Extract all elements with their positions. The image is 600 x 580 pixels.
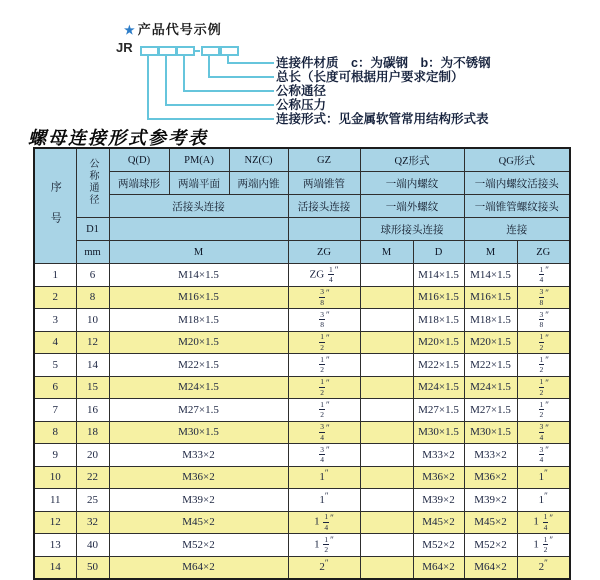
cell-m: M36×2 [109, 466, 288, 489]
header-nz-desc: 两端内锥 [229, 172, 288, 195]
cell-m: M52×2 [109, 534, 288, 557]
cell-qg-zg: $\frac{3}{8}$ ″ [517, 309, 570, 332]
cell-qg-m: M36×2 [464, 466, 517, 489]
cell-qg-zg: 2″ [517, 556, 570, 579]
header-gz: GZ [288, 148, 360, 172]
cell-qg-m: M24×1.5 [464, 376, 517, 399]
cell-qz-m [360, 264, 413, 287]
cell-qg-zg: $\frac{3}{4}$ ″ [517, 421, 570, 444]
cell-gz: ZG $\frac{1}{4}$ ″ [288, 264, 360, 287]
cell-gz: 2″ [288, 556, 360, 579]
cell-qz-d: M18×1.5 [413, 309, 464, 332]
cell-gz: $\frac{1}{2}$ ″ [288, 331, 360, 354]
cell-gz: $\frac{1}{2}$ ″ [288, 354, 360, 377]
header-qg-m: M [464, 241, 517, 264]
cell-dn: 40 [76, 534, 109, 557]
cell-dn: 25 [76, 489, 109, 512]
cell-qg-zg: $\frac{1}{2}$ ″ [517, 399, 570, 422]
connector-line [183, 54, 185, 92]
cell-m: M45×2 [109, 511, 288, 534]
table-row [34, 511, 570, 534]
code-label-diameter: 公称通径 [276, 84, 327, 98]
diagram-title [124, 19, 222, 38]
header-qg-conn: 连接 [464, 218, 570, 241]
cell-seq: 13 [34, 534, 76, 557]
cell-qg-m: M33×2 [464, 444, 517, 467]
nut-connection-table [33, 147, 571, 580]
header-qd: Q(D) [109, 148, 169, 172]
table-row [34, 309, 570, 332]
table-row [34, 331, 570, 354]
cell-m: M27×1.5 [109, 399, 288, 422]
cell-qz-d: M64×2 [413, 556, 464, 579]
cell-qg-zg: $\frac{1}{2}$ ″ [517, 331, 570, 354]
table-row [34, 489, 570, 512]
header-seq: 序号 [34, 148, 76, 264]
cell-m: M16×1.5 [109, 286, 288, 309]
cell-dn: 12 [76, 331, 109, 354]
cell-seq: 14 [34, 556, 76, 579]
connector-line [147, 54, 149, 120]
header-pm: PM(A) [169, 148, 229, 172]
cell-seq: 5 [34, 354, 76, 377]
header-blank-mspan [109, 218, 288, 241]
header-qz-d: D [413, 241, 464, 264]
cell-qz-m [360, 286, 413, 309]
cell-gz: $\frac{3}{4}$ ″ [288, 444, 360, 467]
table-row [34, 376, 570, 399]
cell-qz-d: M24×1.5 [413, 376, 464, 399]
code-label-connection: 连接形式：见金属软管常用结构形式表 [276, 112, 489, 126]
cell-gz: $\frac{1}{2}$ ″ [288, 376, 360, 399]
table-title: 螺母连接形式参考表 [28, 128, 208, 148]
cell-gz: $\frac{3}{4}$ ″ [288, 421, 360, 444]
cell-qg-zg: 1″ [517, 489, 570, 512]
cell-seq: 2 [34, 286, 76, 309]
table-row [34, 444, 570, 467]
cell-qz-d: M39×2 [413, 489, 464, 512]
cell-qz-m [360, 534, 413, 557]
header-m-span: M [109, 241, 288, 264]
table-row [34, 466, 570, 489]
cell-qg-zg: $\frac{1}{2}$ ″ [517, 354, 570, 377]
header-qz: QZ形式 [360, 148, 464, 172]
connector-line [165, 104, 274, 106]
cell-seq: 9 [34, 444, 76, 467]
cell-seq: 4 [34, 331, 76, 354]
cell-gz: $\frac{3}{8}$ ″ [288, 286, 360, 309]
cell-qg-m: M22×1.5 [464, 354, 517, 377]
header-mm: mm [76, 241, 109, 264]
table-row [34, 264, 570, 287]
cell-qz-d: M16×1.5 [413, 286, 464, 309]
connector-line [227, 62, 274, 64]
cell-qz-m [360, 399, 413, 422]
cell-qz-d: M20×1.5 [413, 331, 464, 354]
header-qz-m: M [360, 241, 413, 264]
cell-qz-d: M36×2 [413, 466, 464, 489]
code-dash [193, 50, 200, 52]
cell-seq: 1 [34, 264, 76, 287]
cell-qg-m: M52×2 [464, 534, 517, 557]
cell-qz-m [360, 309, 413, 332]
cell-qg-zg: $\frac{3}{4}$ ″ [517, 444, 570, 467]
cell-qg-zg: 1 $\frac{1}{2}$ ″ [517, 534, 570, 557]
header-nz: NZ(C) [229, 148, 288, 172]
cell-qz-d: M22×1.5 [413, 354, 464, 377]
header-qg: QG形式 [464, 148, 570, 172]
header-gz-desc: 两端锥管 [288, 172, 360, 195]
code-label-pressure: 公称压力 [276, 98, 327, 112]
product-code-diagram [0, 0, 600, 128]
table-body [34, 264, 570, 580]
header-qg-desc2: 一端锥管螺纹接头 [464, 195, 570, 218]
cell-seq: 3 [34, 309, 76, 332]
code-label-length: 总长（长度可根据用户要求定制） [276, 70, 464, 84]
cell-dn: 50 [76, 556, 109, 579]
header-gz-unit: ZG [288, 241, 360, 264]
cell-qg-m: M18×1.5 [464, 309, 517, 332]
header-dn: 公称通径 [76, 148, 109, 218]
cell-qg-zg: $\frac{1}{2}$ ″ [517, 376, 570, 399]
cell-dn: 16 [76, 399, 109, 422]
cell-gz: 1 $\frac{1}{2}$ ″ [288, 534, 360, 557]
code-prefix: JR [116, 40, 133, 55]
cell-seq: 7 [34, 399, 76, 422]
cell-qg-zg: $\frac{3}{8}$ ″ [517, 286, 570, 309]
cell-seq: 10 [34, 466, 76, 489]
code-box-2 [158, 46, 177, 56]
header-qd-desc: 两端球形 [109, 172, 169, 195]
cell-qg-m: M27×1.5 [464, 399, 517, 422]
cell-seq: 6 [34, 376, 76, 399]
cell-qz-d: M45×2 [413, 511, 464, 534]
cell-qg-zg: 1″ [517, 466, 570, 489]
code-box-5 [220, 46, 239, 56]
cell-qg-m: M30×1.5 [464, 421, 517, 444]
code-label-material: 连接件材质 c：为碳钢 b：为不锈钢 [276, 56, 491, 70]
table-row [34, 399, 570, 422]
cell-m: M30×1.5 [109, 421, 288, 444]
cell-dn: 32 [76, 511, 109, 534]
header-pm-desc: 两端平面 [169, 172, 229, 195]
cell-m: M18×1.5 [109, 309, 288, 332]
cell-qz-d: M30×1.5 [413, 421, 464, 444]
cell-dn: 18 [76, 421, 109, 444]
header-gz-conn: 活接头连接 [288, 195, 360, 218]
cell-m: M33×2 [109, 444, 288, 467]
cell-gz: 1″ [288, 466, 360, 489]
cell-seq: 12 [34, 511, 76, 534]
cell-qg-m: M20×1.5 [464, 331, 517, 354]
cell-m: M22×1.5 [109, 354, 288, 377]
table-row [34, 534, 570, 557]
header-union-conn: 活接头连接 [109, 195, 288, 218]
cell-gz: $\frac{3}{8}$ ″ [288, 309, 360, 332]
table-row [34, 556, 570, 579]
cell-m: M24×1.5 [109, 376, 288, 399]
cell-dn: 22 [76, 466, 109, 489]
cell-gz: $\frac{1}{2}$ ″ [288, 399, 360, 422]
cell-qg-zg: $\frac{1}{4}$ ″ [517, 264, 570, 287]
connector-line [165, 54, 167, 106]
header-qg-desc1: 一端内螺纹活接头 [464, 172, 570, 195]
code-box-1 [140, 46, 159, 56]
cell-m: M14×1.5 [109, 264, 288, 287]
cell-gz: 1″ [288, 489, 360, 512]
cell-qz-m [360, 421, 413, 444]
cell-qz-d: M33×2 [413, 444, 464, 467]
cell-gz: 1 $\frac{1}{4}$ ″ [288, 511, 360, 534]
cell-qg-m: M14×1.5 [464, 264, 517, 287]
connector-line [147, 118, 274, 120]
cell-m: M20×1.5 [109, 331, 288, 354]
cell-qz-m [360, 376, 413, 399]
cell-qz-m [360, 331, 413, 354]
cell-m: M64×2 [109, 556, 288, 579]
diagram-title-text: 产品代号示例 [137, 22, 222, 37]
cell-qz-m [360, 466, 413, 489]
cell-dn: 20 [76, 444, 109, 467]
cell-m: M39×2 [109, 489, 288, 512]
cell-qz-d: M27×1.5 [413, 399, 464, 422]
cell-qz-d: M52×2 [413, 534, 464, 557]
header-d1: D1 [76, 218, 109, 241]
cell-seq: 11 [34, 489, 76, 512]
cell-qg-zg: 1 $\frac{1}{4}$ ″ [517, 511, 570, 534]
header-qz-desc1: 一端内螺纹 [360, 172, 464, 195]
connector-line [208, 54, 210, 78]
cell-dn: 14 [76, 354, 109, 377]
connector-line [208, 76, 274, 78]
header-qg-zg: ZG [517, 241, 570, 264]
cell-qz-d: M14×1.5 [413, 264, 464, 287]
cell-dn: 15 [76, 376, 109, 399]
cell-seq: 8 [34, 421, 76, 444]
cell-dn: 6 [76, 264, 109, 287]
cell-qz-m [360, 489, 413, 512]
cell-qz-m [360, 556, 413, 579]
table-row [34, 421, 570, 444]
cell-qg-m: M16×1.5 [464, 286, 517, 309]
cell-qg-m: M64×2 [464, 556, 517, 579]
cell-qz-m [360, 511, 413, 534]
header-blank-gz [288, 218, 360, 241]
header-qz-desc2: 一端外螺纹 [360, 195, 464, 218]
header-qz-conn: 球形接头连接 [360, 218, 464, 241]
cell-qz-m [360, 354, 413, 377]
code-box-4 [201, 46, 220, 56]
table-row [34, 354, 570, 377]
cell-qg-m: M45×2 [464, 511, 517, 534]
connector-line [183, 90, 274, 92]
table-row [34, 286, 570, 309]
cell-dn: 8 [76, 286, 109, 309]
cell-qg-m: M39×2 [464, 489, 517, 512]
star-icon: ★ [124, 23, 136, 37]
cell-dn: 10 [76, 309, 109, 332]
cell-qz-m [360, 444, 413, 467]
